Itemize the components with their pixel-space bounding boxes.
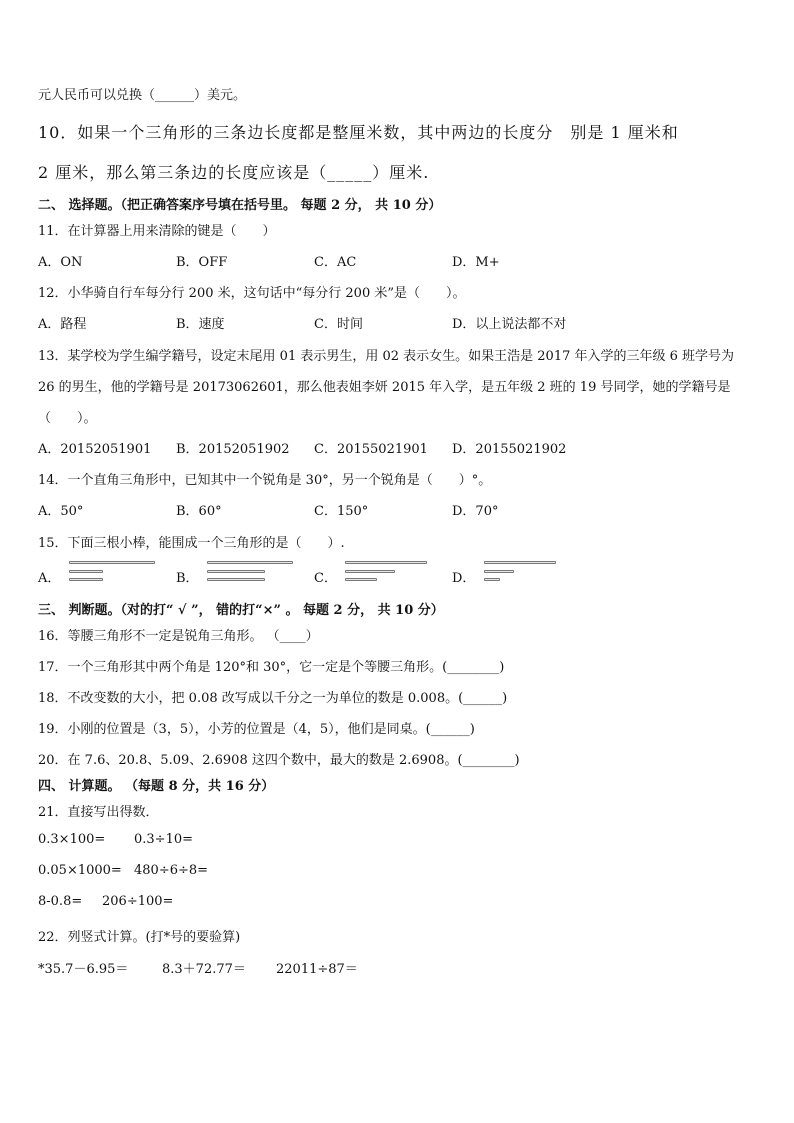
stick-medium	[207, 578, 265, 581]
stick-long	[345, 561, 427, 564]
q15-option-b-label: B．	[176, 571, 199, 586]
stick-short	[69, 578, 103, 581]
q11-option-d[interactable]: D．M+	[452, 255, 500, 270]
stick-medium	[207, 570, 265, 573]
q18: 18．不改变数的大小，把 0.08 改写成以千分之一为单位的数是 0.008。(______)	[38, 691, 508, 706]
q22-item: 22011÷87＝	[276, 962, 358, 977]
section-3-heading: 三、 判断题。（对的打“ √ ”， 错的打“×” 。 每题 2 分， 共 10 分）	[38, 603, 444, 618]
q15-stem: 15．下面三根小棒，能围成一个三角形的是（ ）.	[38, 536, 345, 551]
section-2-heading: 二、 选择题。（把正确答案序号填在括号里。 每题 2 分， 共 10 分）	[38, 198, 442, 213]
stick-long	[207, 561, 293, 564]
stick-medium	[345, 570, 395, 573]
q21-expr: 8-0.8=	[38, 894, 83, 909]
q13-line2: 26 的男生，他的学籍号是 20173062601，那么他表姐李妍 2015 年入学，是五年级 2 班的 19 号同学，她的学籍号是	[38, 380, 731, 395]
q17: 17．一个三角形其中两个角是 120°和 30°，它一定是个等腰三角形。(________)	[38, 660, 505, 675]
q13-option-a[interactable]: A．20152051901	[38, 442, 152, 457]
stick-short	[69, 570, 103, 573]
q16: 16．等腰三角形不一定是锐角三角形。 （____）	[38, 629, 319, 644]
q13-line1: 13．某学校为学生编学籍号，设定末尾用 01 表示男生，用 02 表示女生。如果王浩是 2017 年入学的三年级 6 班学号为	[38, 349, 735, 364]
q21-row-1	[38, 832, 194, 847]
stick-tiny	[484, 578, 500, 581]
q10-line1: 10．如果一个三角形的三条边长度都是整厘米数，其中两边的长度分 别是 1 厘米和	[38, 123, 679, 142]
q21-expr: 0.3÷10=	[134, 832, 194, 847]
q9-tail: 元人民币可以兑换（______）美元。	[38, 88, 247, 103]
q21-stem: 21．直接写出得数．	[38, 805, 159, 820]
q12-stem: 12．小华骑自行车每分行 200 米，这句话中“每分行 200 米”是（ ）。	[38, 286, 466, 301]
q21-row-3	[38, 894, 174, 909]
q15-option-b-sticks	[207, 561, 297, 591]
q22-items	[38, 958, 358, 977]
q14-option-a[interactable]: A．50°	[38, 504, 84, 519]
q15-option-a[interactable]	[38, 561, 159, 591]
q14-option-b[interactable]: B．60°	[176, 504, 222, 519]
q22-stem: 22．列竖式计算。(打*号的要验算)	[38, 930, 241, 945]
section-4-heading: 四、 计算题。 （每题 8 分，共 16 分）	[38, 779, 275, 794]
q14-stem: 14．一个直角三角形中，已知其中一个锐角是 30°，另一个锐角是（ ）°。	[38, 473, 492, 488]
q21-row-2	[38, 863, 209, 878]
q22-item: *35.7－6.95＝	[38, 962, 129, 977]
q15-option-c[interactable]	[314, 561, 435, 591]
q10-line2: 2 厘米，那么第三条边的长度应该是（_____）厘米.	[38, 163, 430, 182]
q13-option-b[interactable]: B．20152051902	[176, 442, 290, 457]
q15-option-d-sticks	[484, 561, 574, 591]
q15-option-d-label: D．	[452, 571, 476, 586]
stick-short	[484, 570, 514, 573]
q13-line3: （ ）。	[38, 411, 97, 426]
q11-option-a[interactable]: A．ON	[38, 255, 83, 270]
q12-option-b[interactable]: B．速度	[176, 317, 225, 332]
q20: 20．在 7.6、20.8、5.09、2.6908 这四个数中，最大的数是 2.6908。(________)	[38, 753, 520, 768]
q21-expr: 206÷100=	[102, 894, 174, 909]
stick-long	[69, 561, 155, 564]
q15-option-c-sticks	[345, 561, 435, 591]
q19: 19．小刚的位置是（3，5），小芳的位置是（4，5），他们是同桌。(______)	[38, 722, 475, 737]
q21-expr: 0.05×1000=	[38, 863, 122, 878]
q14-option-c[interactable]: C．150°	[314, 504, 369, 519]
stick-long	[484, 561, 556, 564]
q21-expr: 480÷6÷8=	[134, 863, 209, 878]
q22-item: 8.3＋72.77＝	[162, 962, 246, 977]
q15-options	[38, 561, 598, 591]
q14-option-d[interactable]: D．70°	[452, 504, 499, 519]
q11-option-c[interactable]: C．AC	[314, 255, 357, 270]
q15-option-c-label: C．	[314, 571, 337, 586]
q21-expr: 0.3×100=	[38, 832, 106, 847]
q15-option-d[interactable]	[452, 561, 574, 591]
q12-option-c[interactable]: C．时间	[314, 317, 363, 332]
q15-option-a-label: A．	[38, 571, 61, 586]
q11-stem: 11．在计算器上用来清除的键是（ ）	[38, 224, 276, 239]
q12-option-d[interactable]: D．以上说法都不对	[452, 317, 567, 332]
q15-option-a-sticks	[69, 561, 159, 591]
stick-short	[345, 578, 377, 581]
q15-option-b[interactable]	[176, 561, 297, 591]
q12-option-a[interactable]: A．路程	[38, 317, 87, 332]
q11-option-b[interactable]: B．OFF	[176, 255, 228, 270]
q13-option-c[interactable]: C．20155021901	[314, 442, 428, 457]
q13-option-d[interactable]: D．20155021902	[452, 442, 567, 457]
